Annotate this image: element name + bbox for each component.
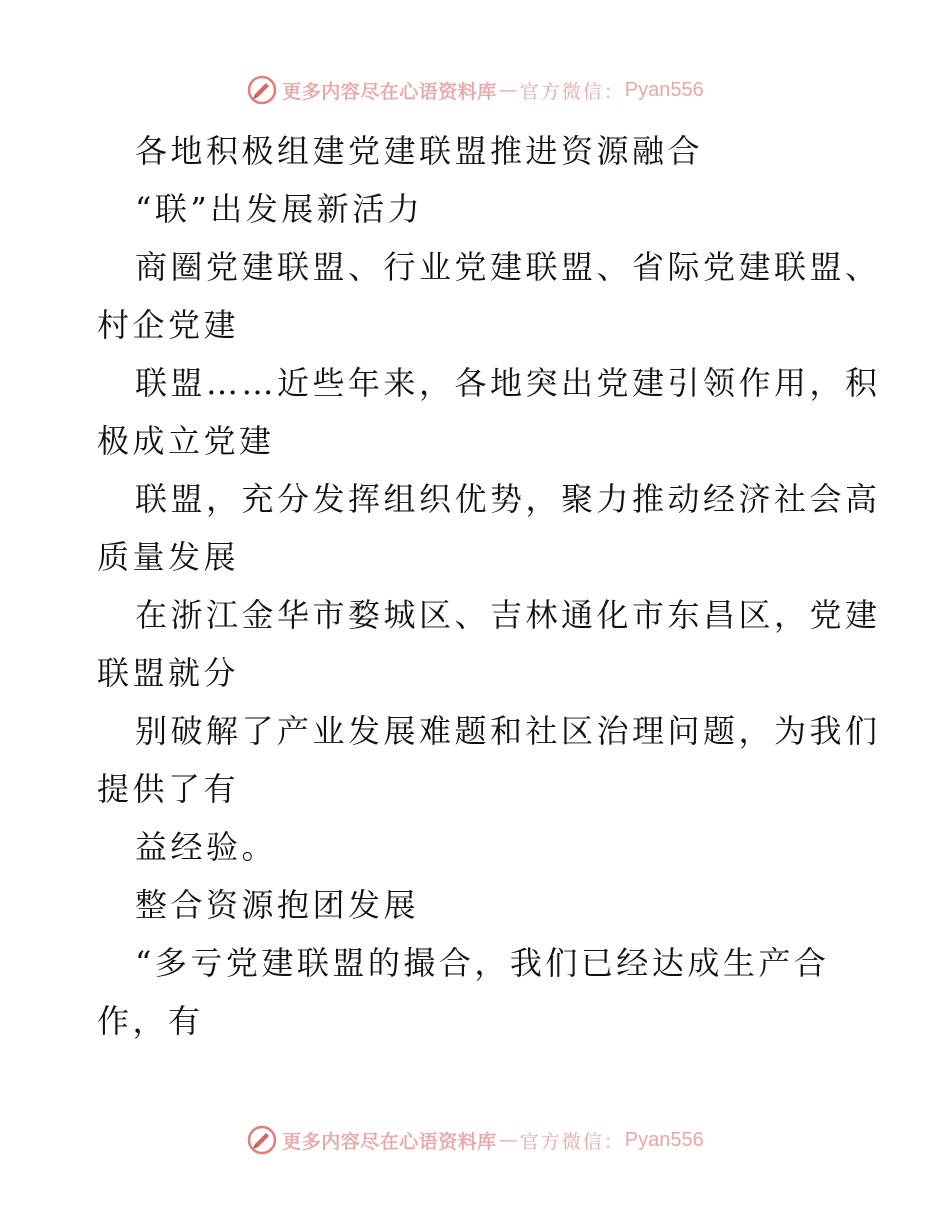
brand-logo-icon [246,74,278,106]
watermark-id: Pyan556 [624,78,704,101]
text-line-11: 别破解了产业发展难题和社区治理问题，为我们 [135,712,881,750]
text-line-9: 在浙江金华市婺城区、吉林通化市东昌区，党建 [135,596,881,634]
text-line-5: 联盟……近些年来，各地突出党建引领作用，积 [135,364,881,402]
brand-logo-icon [246,1124,278,1156]
footer-watermark [0,1120,950,1160]
text-line-12: 提供了有 [97,770,240,808]
text-line-4: 村企党建 [97,306,240,344]
watermark-dash: — [498,79,518,101]
text-line-2: “联”出发展新活力 [135,190,424,228]
text-line-14: 整合资源抱团发展 [135,886,420,924]
text-line-13: 益经验。 [135,828,278,866]
watermark-id: Pyan556 [624,1128,704,1151]
text-line-1: 各地积极组建党建联盟推进资源融合 [135,132,704,170]
watermark-dash: — [498,1129,518,1151]
watermark-text: 更多内容尽在心语资料库 [282,80,497,103]
document-body [97,122,881,1050]
text-line-16: 作，有 [97,1002,204,1040]
header-watermark [0,70,950,110]
text-line-6: 极成立党建 [97,422,275,460]
text-line-8: 质量发展 [97,538,240,576]
text-line-7: 联盟，充分发挥组织优势，聚力推动经济社会高 [135,480,881,518]
watermark-label: 官方微信： [519,1130,625,1153]
watermark-label: 官方微信： [519,80,625,103]
text-line-3: 商圈党建联盟、行业党建联盟、省际党建联盟、 [135,248,881,286]
text-line-15: “多亏党建联盟的撮合，我们已经达成生产合 [135,944,830,982]
text-line-10: 联盟就分 [97,654,240,692]
watermark-text: 更多内容尽在心语资料库 [282,1130,497,1153]
